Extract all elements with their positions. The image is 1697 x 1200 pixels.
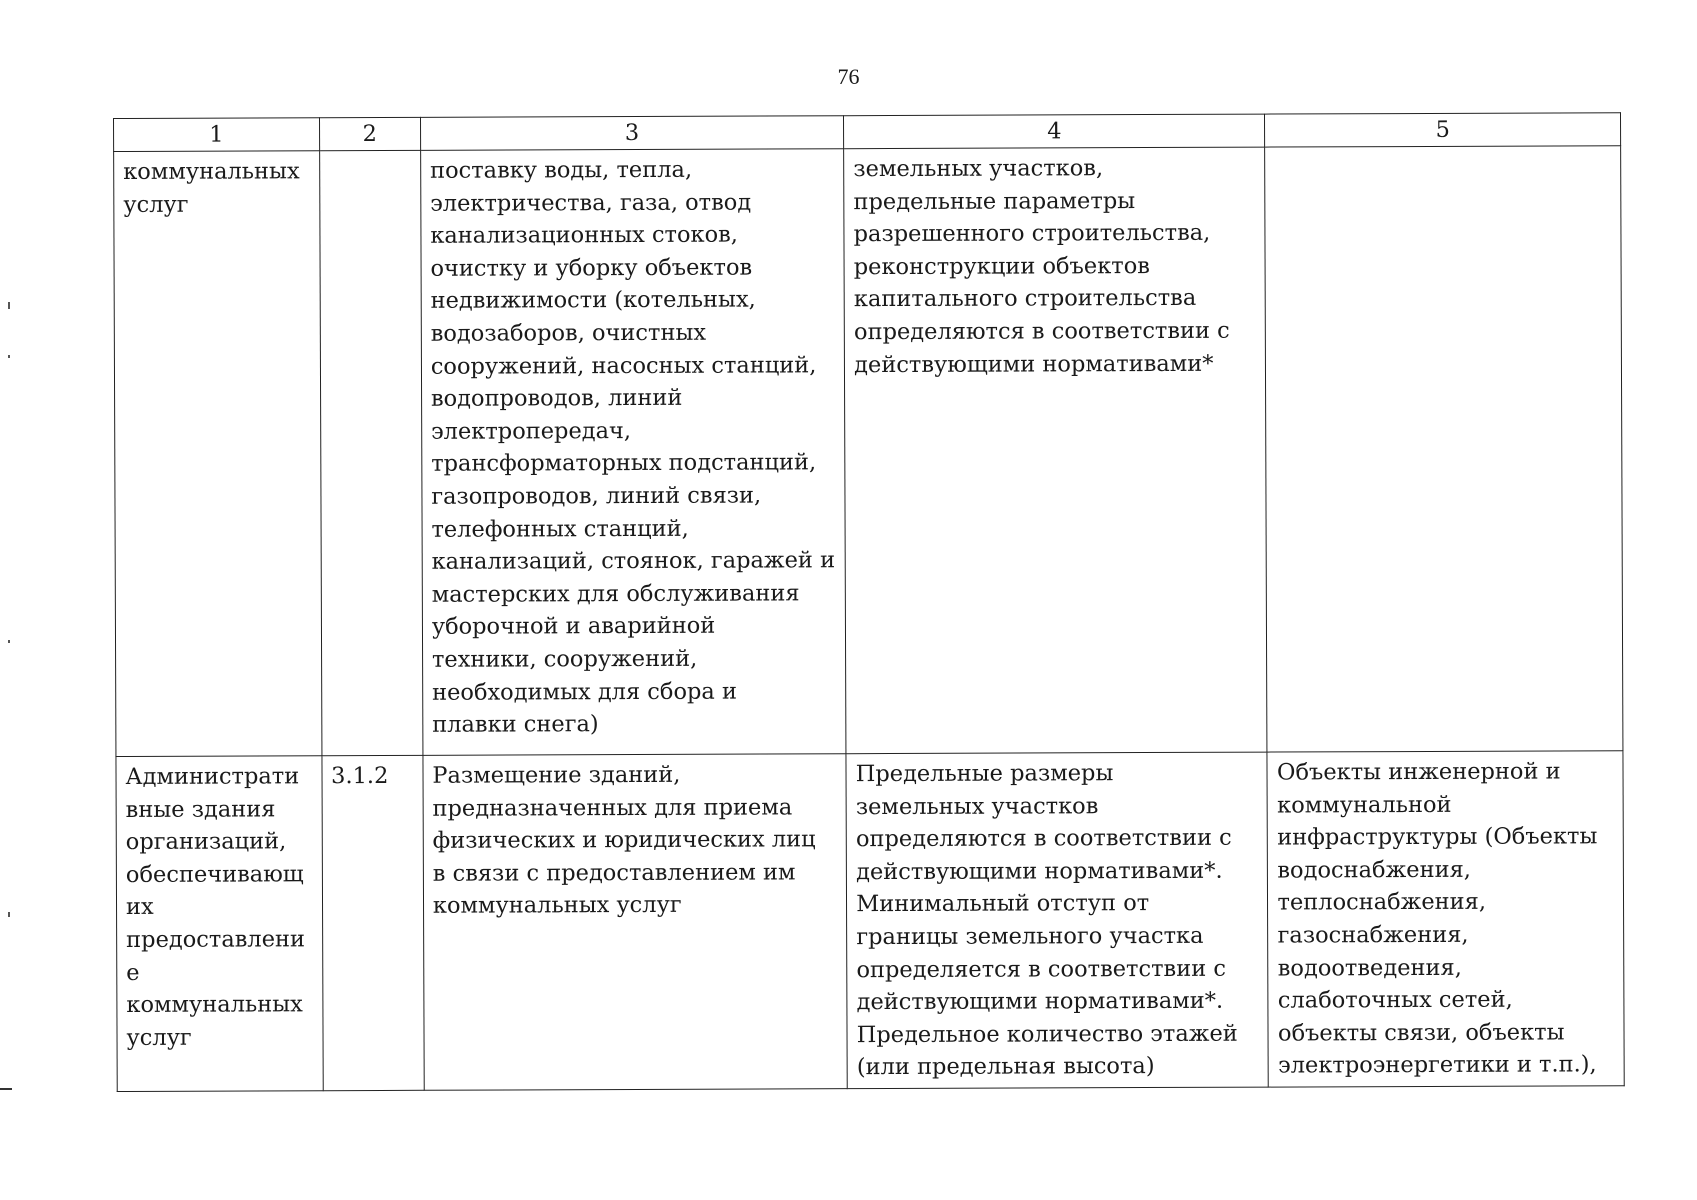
cell-use-name [114,151,322,757]
allowed-objects-text [1275,150,1612,151]
land-use-table [113,112,1625,1092]
use-description-text: поставку воды, тепла, электричества, газа, отвод канализационных стоков, очистку и уборку объектов недвижимости (котельных, водозаборов, очистных сооружений, насосных станций, водопроводов, линий электропередач, трансформаторных подстанций, газопроводов, линий связи, телефонных станций, канализаций, стоянок, гаражей и мастерских для обслуживания уборочной и аварийной техники, сооружений, необходимых для сбора и плавки снега) [429,156,836,738]
scan-artifact [8,912,10,917]
cell-allowed-objects [1265,146,1623,752]
cell-allowed-objects [1267,751,1624,1087]
cell-use-name [116,756,323,1092]
cell-use-description [423,754,848,1091]
cell-use-code [319,150,423,755]
column-header-3: 3 [420,116,843,151]
page-number: 76 [837,64,860,89]
use-name-text: Администрати вные здания организаций, обеспечивающ их предоставлени е коммунальных услуг [125,763,306,1051]
use-code-text: 3.1.2 [331,762,389,790]
scan-artifact [8,302,10,309]
column-header-2: 2 [319,117,420,150]
scan-artifact [0,1088,12,1090]
use-description-text: Размещение зданий, предназначенных для приема физических и юридических лиц в связи с предоставлением им коммунальных услуг [432,761,816,920]
table-row [114,146,1623,757]
use-name-text: коммунальных услуг [123,158,300,218]
cell-parameters [846,752,1269,1089]
cell-parameters [844,147,1268,754]
scan-artifact [8,355,10,358]
cell-use-description [420,149,846,756]
scan-artifact [8,640,10,643]
table-row [116,751,1624,1092]
parameters-text: Предельные размеры земельных участков определяются в соответствии с действующими нормативами*. Минимальный отступ от границы земельного участка определяется в соответствии с действующими нормативами*. Предельное количество этажей (или предельная высота) [855,760,1238,1081]
allowed-objects-text: Объекты инженерной и коммунальной инфраструктуры (Объекты водоснабжения, теплоснабжения, газоснабжения, водоотведения, слаботочных сетей, объекты связи, объекты электроэнергетики и т.п.), [1276,758,1598,1079]
column-header-5: 5 [1265,113,1621,147]
cell-use-code [322,755,425,1090]
column-header-4: 4 [844,114,1265,149]
column-header-1: 1 [114,118,320,152]
parameters-text: земельных участков, предельные параметры разрешенного строительства, реконструкции объектов капитального строительства определяются в соответствии с действующими нормативами* [853,155,1230,378]
